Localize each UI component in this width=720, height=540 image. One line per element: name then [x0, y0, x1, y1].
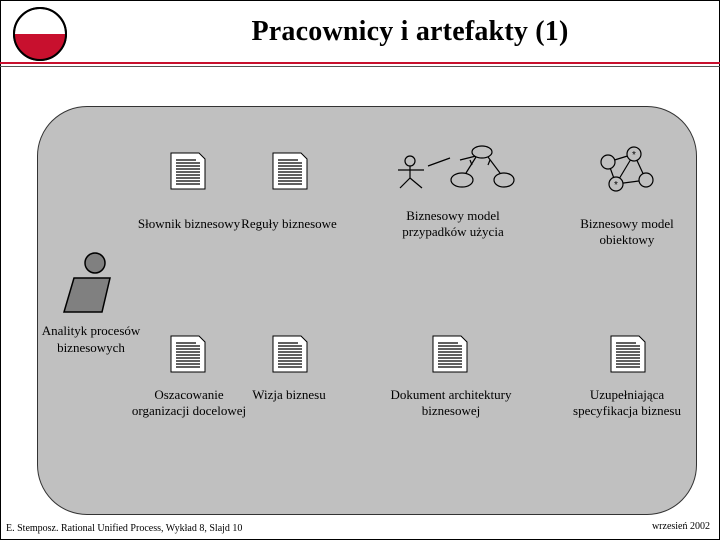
- use-case-model-icon: [392, 140, 516, 198]
- svg-text:*: *: [632, 150, 636, 161]
- object-model-icon: [594, 144, 656, 194]
- artifact-label: Reguły biznesowe: [241, 216, 337, 231]
- artifact-label: Oszacowanie organizacji docelowej: [131, 387, 247, 418]
- artifact-label: Słownik biznesowy: [137, 216, 241, 231]
- actor-label: Analityk procesów biznesowych: [41, 323, 141, 355]
- footer-source: E. Stemposz. Rational Unified Process, Wykład 8, Slajd 10: [6, 523, 243, 534]
- footer-date: wrzesień 2002: [651, 521, 710, 532]
- document-icon: [170, 152, 206, 190]
- document-icon: [170, 335, 206, 373]
- document-icon: [432, 335, 468, 373]
- artifact-label: Dokument architektury biznesowej: [390, 387, 512, 418]
- logo-icon: [12, 6, 68, 62]
- artifact-label: Wizja biznesu: [252, 387, 326, 402]
- header-rule: [0, 62, 720, 64]
- svg-text:*: *: [614, 180, 618, 191]
- worker-actor-icon: [60, 250, 120, 316]
- artifact-label: Biznesowy model przypadków użycia: [402, 208, 504, 239]
- document-icon: [272, 335, 308, 373]
- artifact-label: Uzupełniająca specyfikacja biznesu: [573, 387, 681, 418]
- document-icon: [272, 152, 308, 190]
- artifact-label: Biznesowy model obiektowy: [580, 216, 674, 247]
- slide-title: Pracownicy i artefakty (1): [251, 16, 569, 47]
- document-icon: [610, 335, 646, 373]
- header-rule-thin: [0, 66, 720, 67]
